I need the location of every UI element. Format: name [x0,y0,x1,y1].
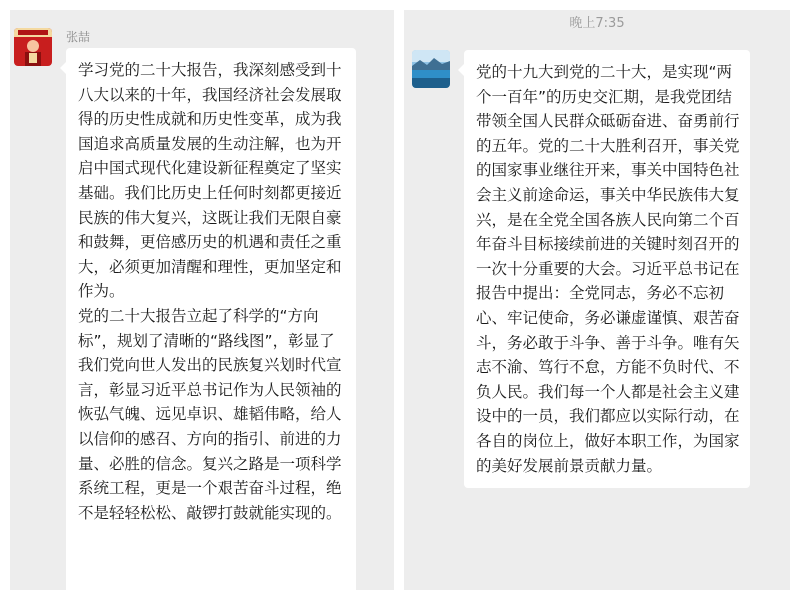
message-timestamp: 晚上7:35 [569,16,625,31]
message-paragraph-2: 党的二十大报告立起了科学的“方向标”，规划了清晰的“路线图”，彰显了我们党向世人发出的民族复兴划时代宣言，彰显习近平总书记作为人民领袖的恢弘气魄、远见卓识、雄韬伟略，给人以信仰的感召、方向的指引、前进的力量、必胜的信念。复兴之路是一项科学系统工程，更是一个艰苦奋斗过程，绝不是轻轻松松、敲锣打鼓就能实现的。 [78,306,342,522]
message-text: 党的十九大到党的二十大，是实现“两个一百年”的历史交汇期，是我党团结带领全国人民群众砥砺奋进、奋勇前行的五年。党的二十大胜利召开，事关党的国家事业继往开来，事关中国特色社会主义前途命运，事关中华民族伟大复兴，是在全党全国各族人民向第二个百年奋斗目标接续前进的关键时刻召开的一次十分重要的大会。习近平总书记在报告中提出：全党同志，务必不忘初心、牢记使命，务必谦虚谨慎、艰苦奋斗，务必敢于斗争、善于斗争。唯有矢志不渝、笃行不怠，方能不负时代、不负人民。我们每一个人都是社会主义建设中的一员，我们都应以实际行动，在各自的岗位上，做好本职工作，为国家的美好发展前景贡献力量。 [476,63,740,475]
sender-avatar[interactable] [412,50,450,88]
sender-avatar[interactable] [14,28,52,66]
message-bubble[interactable] [464,50,750,488]
red-lantern-avatar-icon [14,28,52,66]
sender-name: 张喆 [66,30,91,44]
right-chat-panel [404,10,790,590]
left-chat-panel [10,10,394,590]
message-paragraph-1: 学习党的二十大报告，我深刻感受到十八大以来的十年，我国经济社会发展取得的历史性成就和历史性变革，成为我国追求高质量发展的生动注解，也为开启中国式现代化建设新征程奠定了坚实基础。我们比历史上任何时刻都更接近民族的伟大复兴，这既让我们无限自豪和鼓舞，更倍感历史的机遇和责任之重大，必须更加清醒和理性，更加坚定和作为。 [78,61,342,301]
message-bubble[interactable] [66,48,356,590]
lake-landscape-avatar-icon [412,50,450,88]
